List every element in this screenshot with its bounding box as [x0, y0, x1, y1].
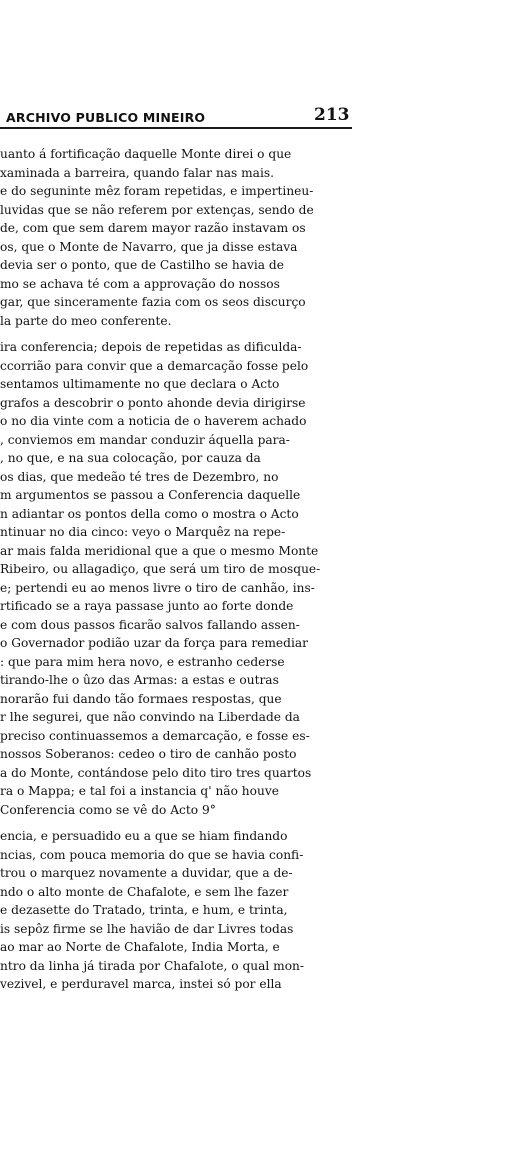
- text-line: e com dous passos ficarão salvos fallando assen-: [0, 617, 300, 632]
- text-line: Ribeiro, ou allagadiço, que será um tiro de mosque-: [0, 562, 321, 576]
- paragraph: [0, 145, 352, 330]
- body-text: [0, 145, 352, 994]
- text-line: rtificado se a raya passase junto ao forte donde: [0, 599, 294, 613]
- text-line: trou o marquez novamente a duvidar, que a de-: [0, 866, 293, 880]
- text-line: , no que, e na sua colocação, por cauza da: [0, 451, 261, 465]
- text-line: ar mais falda meridional que a que o mesmo Monte: [0, 543, 319, 558]
- text-line: luvidas que se não referem por extenças, sendo de: [0, 202, 314, 217]
- text-line: ra o Mappa; e tal foi a instancia q' não houve: [0, 784, 279, 798]
- page-header: [6, 104, 356, 126]
- text-line: a do Monte, contándose pelo dito tiro tres quartos: [0, 765, 312, 780]
- text-line: os, que o Monte de Navarro, que ja disse estava: [0, 239, 298, 254]
- text-line: Conferencia como se vê do Acto 9°: [0, 802, 216, 817]
- text-line: vezivel, e perduravel marca, instei só por ella: [0, 977, 282, 991]
- text-line: m argumentos se passou a Conferencia daquelle: [0, 488, 301, 502]
- text-line: ccorrião para convir que a demarcação fosse pelo: [0, 358, 309, 373]
- text-line: encia, e persuadido eu a que se hiam findando: [0, 829, 288, 843]
- text-line: : que para mim hera novo, e estranho cederse: [0, 654, 285, 669]
- text-line: ntro da linha já tirada por Chafalote, o qual mon-: [0, 958, 305, 973]
- text-line: tirando-lhe o ûzo das Armas: a estas e outras: [0, 673, 279, 687]
- text-line: preciso continuassemos a demarcação, e fosse es-: [0, 728, 310, 743]
- text-line: e; pertendi eu ao menos livre o tiro de canhão, ins-: [0, 580, 315, 595]
- text-line: n adiantar os pontos della como o mostra o Acto: [0, 506, 299, 521]
- text-line: grafos a descobrir o ponto ahonde devia dirigirse: [0, 395, 306, 410]
- text-line: mo se achava té com a approvação do nossos: [0, 276, 280, 291]
- paragraph: [0, 338, 352, 819]
- paragraph-gap: [0, 819, 352, 827]
- text-line: de, com que sem darem mayor razão instavam os: [0, 221, 306, 235]
- text-line: ira conferencia; depois de repetidas as dificulda-: [0, 340, 302, 354]
- text-line: o Governador podião uzar da força para remediar: [0, 636, 308, 650]
- text-line: , conviemos em mandar conduzir áquella para-: [0, 432, 290, 447]
- text-line: os dias, que medeão té tres de Dezembro, no: [0, 469, 279, 484]
- text-line: norarão fui dando tão formaes respostas, que: [0, 691, 282, 706]
- text-line: e dezasette do Tratado, trinta, e hum, e trinta,: [0, 903, 288, 917]
- paragraph-gap: [0, 330, 352, 338]
- text-line: uanto á fortificação daquelle Monte direi o que: [0, 147, 292, 161]
- text-line: devia ser o ponto, que de Castilho se havia de: [0, 258, 284, 272]
- text-line: ncias, com pouca memoria do que se havia confi-: [0, 847, 304, 862]
- paragraph: [0, 827, 352, 994]
- text-line: xaminada a barreira, quando falar nas mais.: [0, 165, 274, 180]
- text-line: e do seguninte mêz foram repetidas, e impertineu-: [0, 184, 314, 198]
- text-line: ntinuar no dia cinco: veyo o Marquêz na repe-: [0, 525, 286, 539]
- text-line: r lhe segurei, que não convindo na Liberdade da: [0, 710, 300, 724]
- header-rule: [0, 127, 352, 129]
- text-line: nossos Soberanos: cedeo o tiro de canhão posto: [0, 747, 297, 761]
- text-line: ndo o alto monte de Chafalote, e sem lhe fazer: [0, 884, 289, 899]
- page-number: 213: [314, 105, 350, 125]
- text-line: o no dia vinte com a noticia de o haverem achado: [0, 414, 307, 428]
- text-line: ao mar ao Norte de Chafalote, India Morta, e: [0, 940, 280, 954]
- text-line: gar, que sinceramente fazia com os seos discurço: [0, 295, 306, 309]
- text-line: sentamos ultimamente no que declara o Acto: [0, 377, 280, 391]
- running-title: ARCHIVO PUBLICO MINEIRO: [6, 110, 206, 125]
- text-line: is sepôz firme se lhe havião de dar Livres todas: [0, 921, 294, 936]
- text-line: la parte do meo conferente.: [0, 313, 172, 328]
